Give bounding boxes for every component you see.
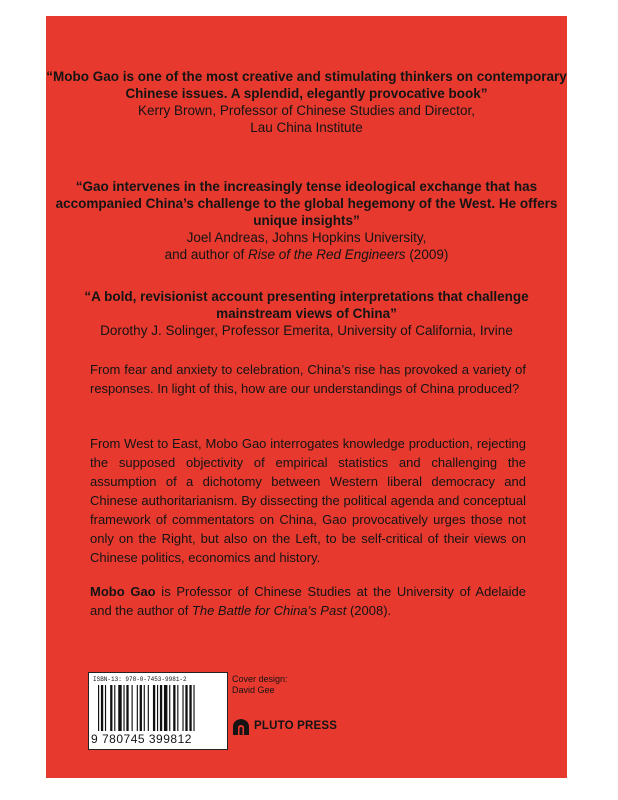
barcode-bar bbox=[114, 685, 115, 731]
attribution-suffix: (2009) bbox=[405, 247, 449, 262]
isbn-label: ISBN-13: 978-0-7453-9981-2 bbox=[93, 676, 187, 683]
description-paragraph: From West to East, Mobo Gao interrogates knowledge production, rejecting the supposed objectivity of empirical statistics and challenging the assumption of a dichotomy between Western liberal democracy and Chinese authoritarianism. By dissecting the political agenda and conceptual framework of commentators on China, Gao provocatively urges those not only on the Right, but also on the Left, to be self-critical of their views on Chinese politics, economics and history. bbox=[90, 436, 526, 565]
back-cover bbox=[46, 16, 567, 778]
publisher-name: PLUTO PRESS bbox=[254, 720, 338, 732]
barcode-bar bbox=[101, 685, 103, 731]
barcode-bar bbox=[118, 685, 121, 731]
barcode-bar bbox=[177, 685, 178, 731]
attribution-prefix: and author of bbox=[164, 247, 248, 262]
isbn-barcode bbox=[88, 672, 228, 750]
quote-attribution: Dorothy J. Solinger, Professor Emerita, University of California, Irvine bbox=[100, 323, 513, 338]
author-book-title: The Battle for China’s Past bbox=[191, 603, 347, 618]
barcode-bar bbox=[144, 685, 145, 731]
barcode-bar bbox=[182, 685, 183, 731]
barcode-bar bbox=[123, 685, 124, 731]
barcode-bar bbox=[185, 685, 187, 731]
barcode-bar bbox=[137, 685, 138, 731]
review-quote bbox=[46, 178, 567, 263]
barcode-bar bbox=[132, 685, 133, 731]
barcode-bar bbox=[105, 685, 106, 731]
quote-attribution: Joel Andreas, Johns Hopkins University, bbox=[186, 230, 427, 245]
barcode-bar bbox=[148, 685, 149, 731]
barcode-bars bbox=[98, 685, 218, 731]
credit-name: David Gee bbox=[232, 685, 275, 695]
author-bio bbox=[90, 582, 526, 620]
quote-text: “Mobo Gao is one of the most creative and stimulating thinkers on contemporary Chinese issues. A splendid, elegantly provocative book” bbox=[46, 69, 567, 101]
review-quote bbox=[46, 68, 567, 136]
pluto-press-logo-icon bbox=[232, 718, 250, 736]
barcode-bar bbox=[173, 685, 175, 731]
author-bio-text: is Professor of Chinese Studies at the University of Adelaide and the author of bbox=[90, 584, 527, 618]
review-quote bbox=[46, 288, 567, 339]
quote-attribution-line bbox=[46, 246, 567, 263]
credit-label: Cover design: bbox=[232, 674, 288, 684]
barcode-bar bbox=[153, 685, 155, 731]
quote-text: “Gao intervenes in the increasingly tense ideological exchange that has accompanied China’s challenge to the global hegemony of the West. He offers unique insights” bbox=[55, 179, 558, 228]
attribution-book-title: Rise of the Red Engineers bbox=[247, 247, 406, 262]
barcode-bar bbox=[169, 685, 170, 731]
barcode-bar bbox=[157, 685, 158, 731]
barcode-bar bbox=[126, 685, 128, 731]
author-bio-suffix: (2008). bbox=[346, 603, 392, 618]
barcode-bar bbox=[110, 685, 112, 731]
barcode-bar bbox=[140, 685, 142, 731]
cover-design-credit bbox=[232, 674, 288, 696]
description-paragraph: From fear and anxiety to celebration, China’s rise has provoked a variety of responses. In light of this, how are our understandings of China produced? bbox=[90, 362, 526, 396]
barcode-digits: 9 780745 399812 bbox=[91, 732, 192, 746]
quote-attribution: Kerry Brown, Professor of Chinese Studies and Director, bbox=[138, 103, 475, 118]
barcode-bar bbox=[98, 685, 99, 731]
barcode-bar bbox=[189, 685, 191, 731]
barcode-bar bbox=[193, 685, 194, 731]
quote-attribution: Lau China Institute bbox=[250, 120, 363, 135]
barcode-bar bbox=[164, 685, 167, 731]
quote-text: “A bold, revisionist account presenting interpretations that challenge mainstream views of China” bbox=[84, 289, 529, 321]
barcode-bar bbox=[160, 685, 162, 731]
author-name: Mobo Gao bbox=[90, 584, 156, 599]
